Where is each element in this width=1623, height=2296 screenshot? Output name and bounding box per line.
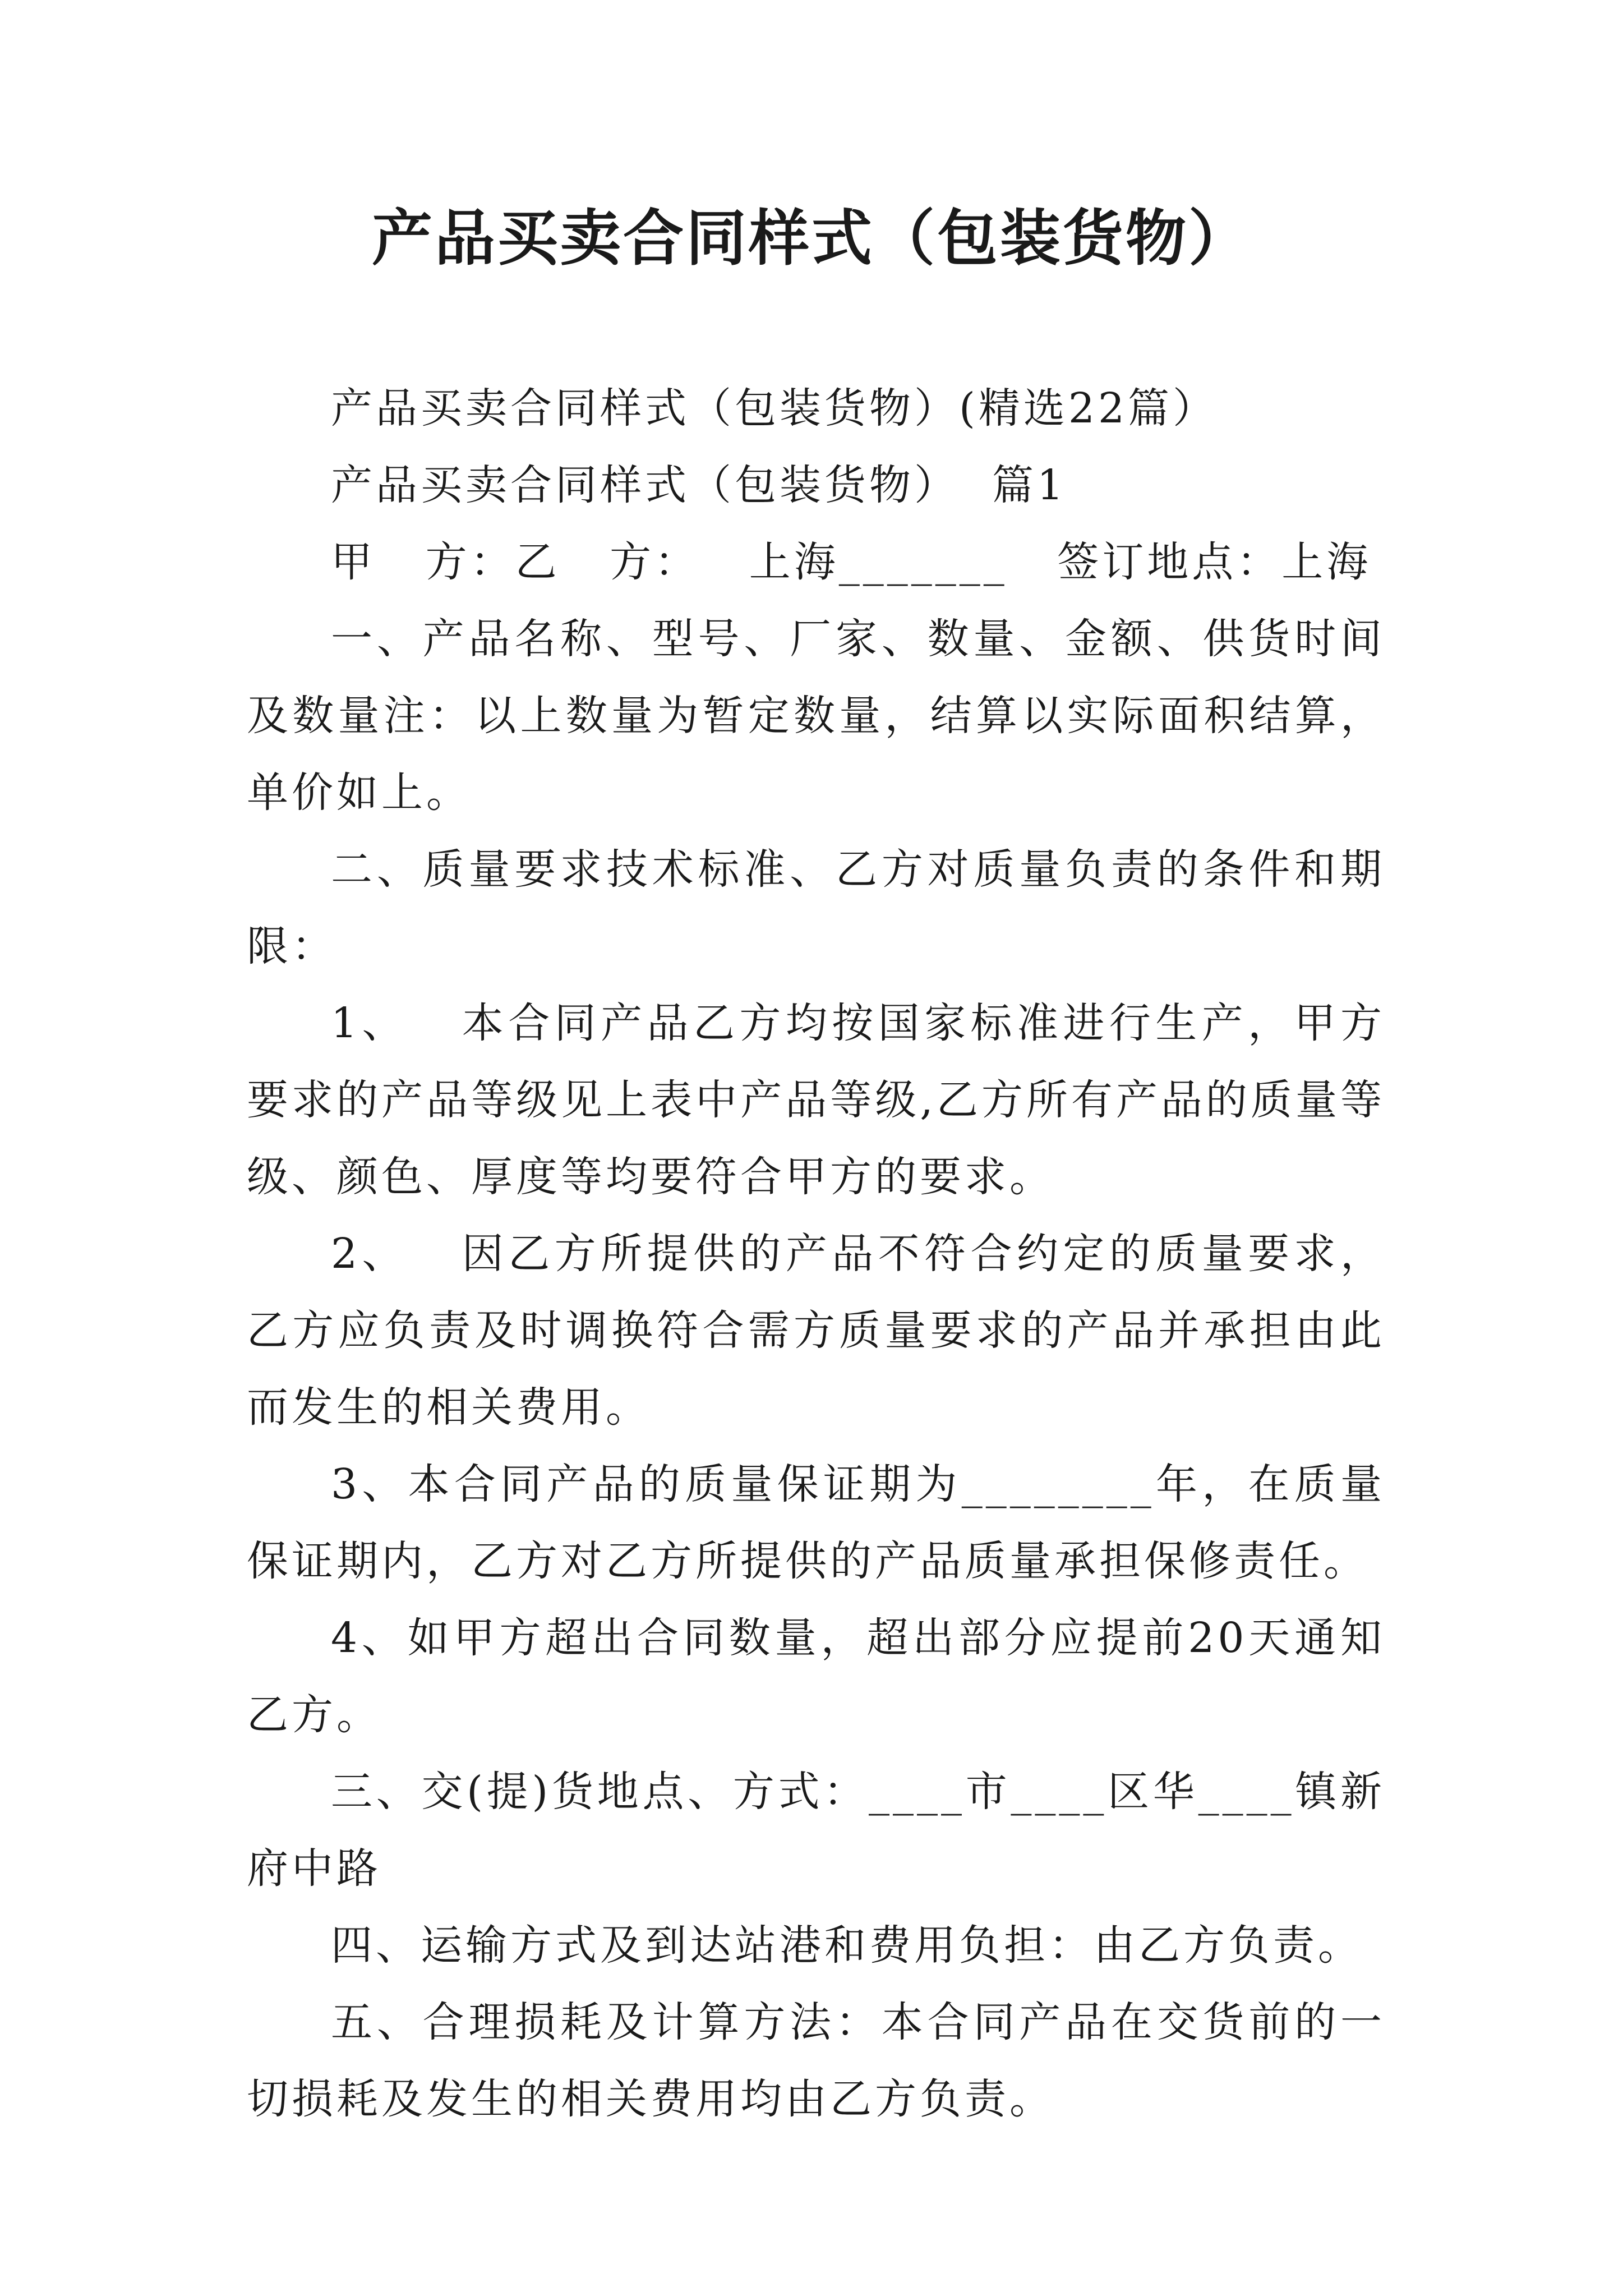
paragraph-clause-1: 一、产品名称、型号、厂家、数量、金额、供货时间及数量注：以上数量为暂定数量，结算以实际面积结算，单价如上。 — [247, 615, 1385, 817]
paragraph-clause-5: 五、合理损耗及计算方法：本合同产品在交货前的一切损耗及发生的相关费用均由乙方负责。 — [247, 1998, 1385, 2123]
document-body — [247, 370, 1385, 2138]
paragraph-section-heading: 产品买卖合同样式（包装货物） 篇1 — [331, 461, 1067, 509]
paragraph-clause-2-item-1: 1、 本合同产品乙方均按国家标准进行生产，甲方要求的产品等级见上表中产品等级,乙方所有产品的质量等级、颜色、厚度等均要符合甲方的要求。 — [247, 999, 1385, 1201]
document-title: 产品买卖合同样式（包装货物） — [371, 203, 1251, 274]
paragraph-parties: 甲 方：乙 方： 上海_______ 签订地点：上海 — [331, 538, 1372, 586]
paragraph-clause-3: 三、交(提)货地点、方式：____市____区华____镇新府中路 — [247, 1768, 1385, 1893]
paragraph-clause-2: 二、质量要求技术标准、乙方对质量负责的条件和期限： — [247, 845, 1385, 970]
paragraph-clause-4: 四、运输方式及到达站港和费用负担：由乙方负责。 — [331, 1921, 1363, 1970]
paragraph-clause-2-item-3: 3、本合同产品的质量保证期为________年，在质量保证期内，乙方对乙方所提供的产品质量承担保修责任。 — [247, 1460, 1385, 1585]
paragraph-clause-2-item-4: 4、如甲方超出合同数量，超出部分应提前20天通知乙方。 — [247, 1614, 1385, 1739]
paragraph-clause-2-item-2: 2、 因乙方所提供的产品不符合约定的质量要求，乙方应负责及时调换符合需方质量要求的产品并承担由此而发生的相关费用。 — [247, 1230, 1385, 1432]
paragraph-subtitle: 产品买卖合同样式（包装货物）(精选22篇） — [331, 384, 1218, 432]
